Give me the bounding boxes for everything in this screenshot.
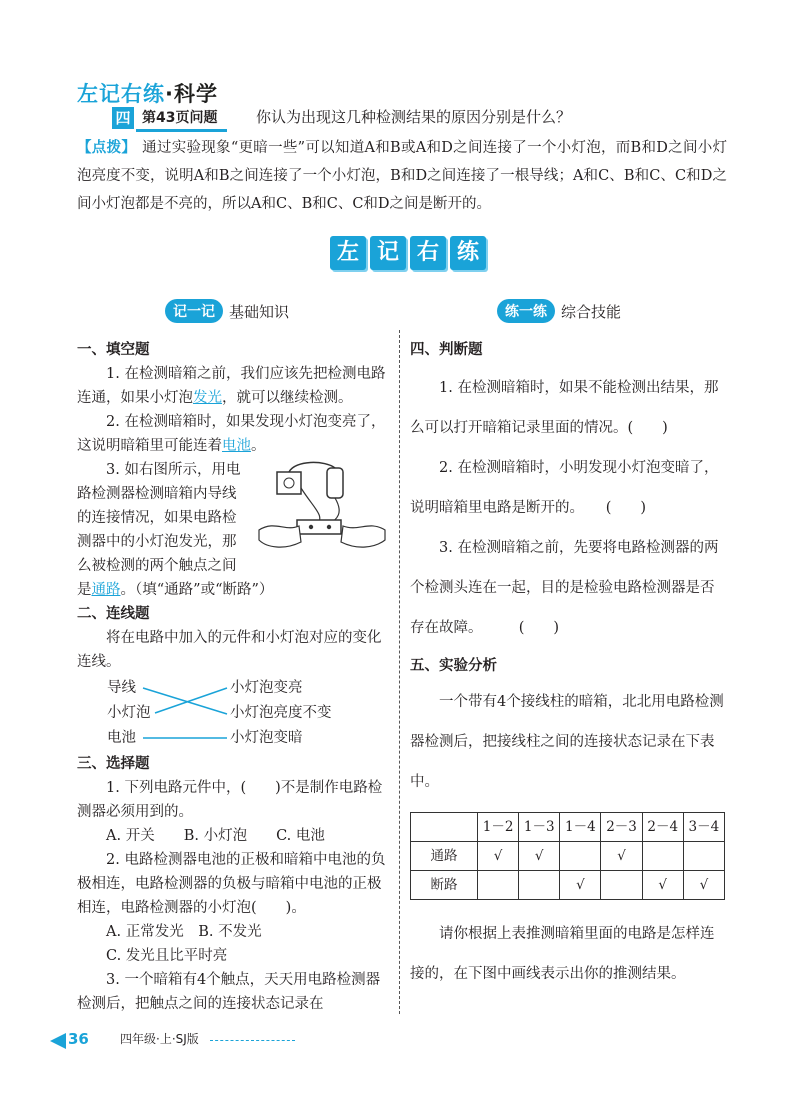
column-divider: [399, 330, 400, 1014]
fill-heading: 一、填空题: [77, 342, 150, 358]
circuit-tester-illustration: [255, 460, 389, 556]
table-header-cell: 3－4: [683, 813, 724, 842]
table-row: [411, 842, 725, 871]
exp-intro: 一个带有4个接线柱的暗箱，北北用电路检测器检测后，把接线柱之间的连接状态记录在下表中。: [410, 694, 724, 790]
table-cell: [642, 842, 683, 871]
choice-q2-options-2: C. 发光且比平时亮: [106, 948, 228, 964]
fill-q3-text-end: 。（填“通路”或“断路”）: [120, 582, 274, 598]
left-section-title: 基础知识: [229, 302, 290, 321]
choice-q2: 2. 电路检测器电池的正极和暗箱中电池的负极相连，电路检测器的负极与暗箱中电池的正极相连，电路检测器的小灯泡( )。: [77, 852, 386, 916]
right-section-head: [497, 299, 621, 323]
question-text: 你认为出现这几种检测结果的原因分别是什么？: [256, 108, 572, 126]
match-heading: 二、连线题: [77, 606, 150, 622]
grade-label: 四年级·上·SJ版: [120, 1032, 199, 1046]
match-right-item: 小灯泡变暗: [230, 730, 303, 746]
left-column: [77, 338, 389, 1016]
match-left-item: 小灯泡: [107, 705, 151, 721]
judge-q2: 2. 在检测暗箱时，小明发现小灯泡变暗了，说明暗箱里电路是断开的。 ( ): [410, 460, 719, 516]
table-cell: √: [478, 842, 519, 871]
fill-q2: [77, 410, 389, 458]
right-section-title: 综合技能: [561, 302, 622, 321]
choice-q1-options: A. 开关 B. 小灯泡 C. 电池: [106, 828, 325, 844]
match-left-item: 电池: [107, 730, 136, 746]
footer-rule: [210, 1040, 295, 1041]
table-cell: √: [601, 842, 642, 871]
choice-heading: 三、选择题: [77, 756, 150, 772]
judge-q1: 1. 在检测暗箱时，如果不能检测出结果，那么可以打开暗箱记录里面的情况。( ): [410, 380, 719, 436]
book-title: [77, 78, 218, 108]
fill-q2-answer: 电池: [222, 438, 251, 454]
match-right-item: 小灯泡亮度不变: [230, 705, 332, 721]
banner-char: 右: [410, 236, 446, 270]
left-section-pill: 记一记: [165, 299, 223, 323]
fill-q1-answer: 发光: [193, 390, 222, 406]
table-header-cell: 2－3: [601, 813, 642, 842]
table-cell: √: [560, 871, 601, 900]
fill-q3-block: [77, 458, 389, 602]
question-page-label: 第43页问题: [136, 107, 227, 132]
choice-q2-options-1: A. 正常发光 B. 不发光: [106, 924, 262, 940]
choice-q1: 1. 下列电路元件中，( )不是制作电路检测器必须用到的。: [77, 780, 383, 820]
book-title-main: 左记右练: [77, 82, 165, 106]
table-cell: [519, 871, 560, 900]
judge-q3: 3. 在检测暗箱之前，先要将电路检测器的两个检测头连在一起，目的是检验电路检测器是否存在故障。 ( ): [410, 540, 719, 636]
table-cell: √: [683, 871, 724, 900]
table-cell: √: [642, 871, 683, 900]
match-left-item: 导线: [107, 680, 136, 696]
fill-q2-text: 2. 在检测暗箱时，如果发现小灯泡变亮了，这说明暗箱里可能连着: [77, 414, 386, 454]
match-right-item: 小灯泡变亮: [230, 680, 303, 696]
match-lines: [141, 676, 231, 752]
right-section-pill: 练一练: [497, 299, 555, 323]
table-corner-cell: [411, 813, 478, 842]
fill-q2-text-end: 。: [251, 438, 266, 454]
table-header-cell: 1－4: [560, 813, 601, 842]
page-arrow-icon: [48, 1032, 68, 1050]
fill-q1-text-end: ，就可以继续检测。: [222, 390, 353, 406]
question-badge: 四: [112, 107, 134, 129]
table-row-label: 通路: [411, 842, 478, 871]
book-title-sub: ·科学: [165, 82, 218, 106]
table-row-label: 断路: [411, 871, 478, 900]
table-header-cell: 2－4: [642, 813, 683, 842]
table-cell: √: [519, 842, 560, 871]
hint-tag: 【点拨】: [77, 140, 137, 156]
exp-question: 请你根据上表推测暗箱里面的电路是怎样连接的，在下图中画线表示出你的推测结果。: [410, 926, 715, 982]
table-header-row: [411, 813, 725, 842]
matching-area: [77, 676, 389, 752]
left-section-head: [165, 299, 289, 323]
table-header-cell: 1－3: [519, 813, 560, 842]
fill-q1-text: 1. 在检测暗箱之前，我们应该先把检测电路连通，如果小灯泡: [77, 366, 386, 406]
fill-q3-answer: 通路: [91, 582, 121, 598]
section-banner: [330, 236, 486, 270]
banner-char: 记: [370, 236, 406, 270]
exp-heading: 五、实验分析: [410, 658, 497, 674]
match-intro: 将在电路中加入的元件和小灯泡对应的变化连线。: [77, 630, 382, 670]
judge-heading: 四、判断题: [410, 342, 483, 358]
choice-q3: 3. 一个暗箱有4个触点，天天用电路检测器检测后，把触点之间的连接状态记录在: [77, 972, 381, 1012]
hint-text: 通过实验现象“更暗一些”可以知道A和B或A和D之间连接了一个小灯泡，而B和D之间小灯泡亮度不变，说明A和B之间连接了一个小灯泡，B和D之间连接了一根导线；A和C、B和C、C和D之间小灯泡都是不亮的，所以A和C、B和C、C和D之间是断开的。: [77, 140, 728, 212]
table-cell: [478, 871, 519, 900]
table-cell: [683, 842, 724, 871]
table-cell: [601, 871, 642, 900]
banner-char: 练: [450, 236, 486, 270]
fill-q1: [77, 362, 389, 410]
result-table: [410, 812, 725, 900]
right-column: [410, 338, 725, 994]
table-cell: [560, 842, 601, 871]
hint-paragraph: [77, 134, 727, 218]
table-row: [411, 871, 725, 900]
banner-char: 左: [330, 236, 366, 270]
page-number: 36: [68, 1030, 89, 1048]
table-header-cell: 1－2: [478, 813, 519, 842]
fill-q3-text: 3. 如右图所示，用电路检测器检测暗箱内导线的连接情况，如果电路检测器中的小灯泡发光，那么被检测的两个触点之间是: [77, 462, 241, 598]
